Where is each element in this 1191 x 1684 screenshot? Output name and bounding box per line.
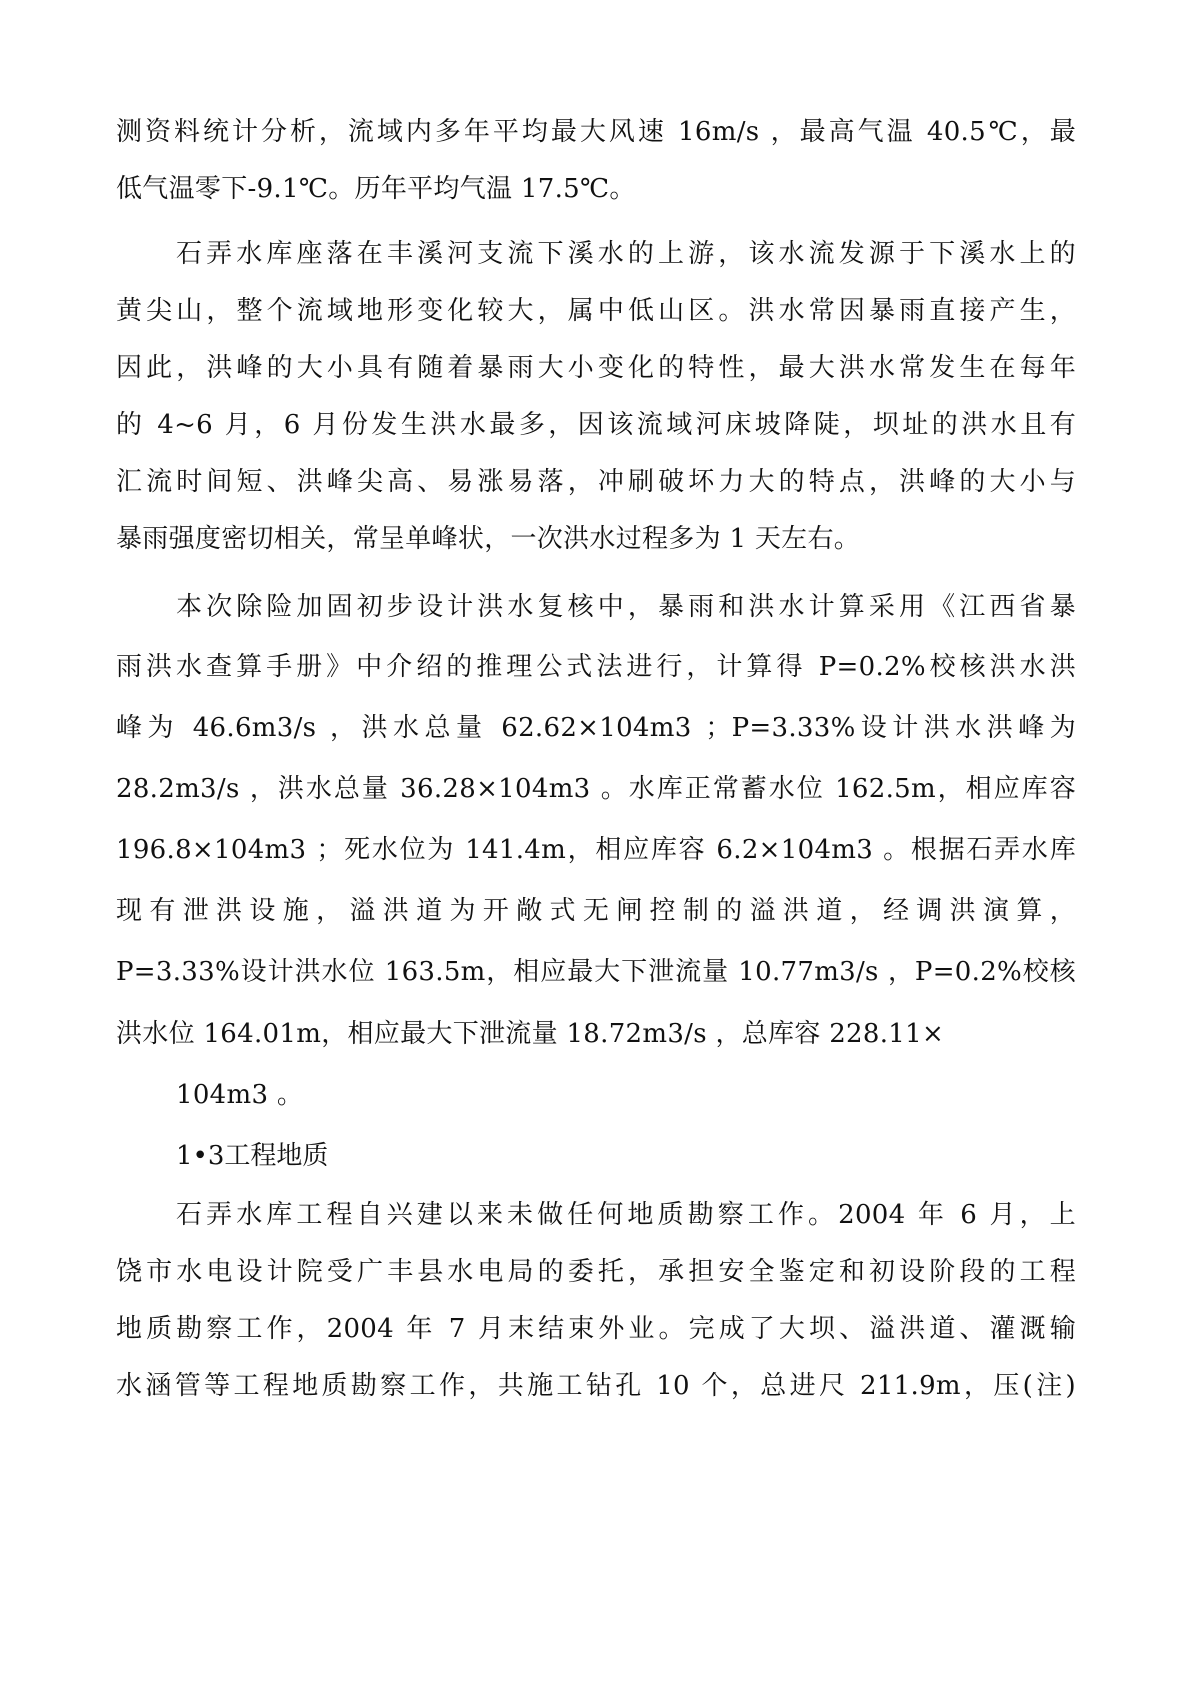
text-line: 水涵管等工程地质勘察工作，共施工钻孔 10 个，总进尺 211.9m，压(注) xyxy=(116,1371,1076,1401)
text-line: 测资料统计分析，流域内多年平均最大风速 16m/s ，最高气温 40.5℃，最 xyxy=(116,117,1076,147)
text-line: 峰为 46.6m3/s ，洪水总量 62.62×104m3 ；P=3.33%设计洪水洪峰为 xyxy=(116,713,1076,743)
text-line: 石弄水库座落在丰溪河支流下溪水的上游，该水流发源于下溪水上的 xyxy=(176,239,1076,269)
text-line: 的 4~6 月，6 月份发生洪水最多，因该流域河床坡降陡，坝址的洪水且有 xyxy=(116,410,1076,440)
text-line: P=3.33%设计洪水位 163.5m，相应最大下泄流量 10.77m3/s ，P=0.2%校核 xyxy=(116,957,1076,987)
text-line: 本次除险加固初步设计洪水复核中，暴雨和洪水计算采用《江西省暴 xyxy=(176,592,1076,622)
text-line: 雨洪水查算手册》中介绍的推理公式法进行，计算得 P=0.2%校核洪水洪 xyxy=(116,652,1076,682)
text-line: 石弄水库工程自兴建以来未做任何地质勘察工作。2004 年 6 月，上 xyxy=(176,1200,1076,1230)
section-heading: 1•3工程地质 xyxy=(176,1141,329,1171)
text-line: 现有泄洪设施，溢洪道为开敞式无闸控制的溢洪道，经调洪演算， xyxy=(116,896,1076,926)
text-line: 暴雨强度密切相关，常呈单峰状，一次洪水过程多为 1 天左右。 xyxy=(116,524,861,554)
text-line: 地质勘察工作，2004 年 7 月末结束外业。完成了大坝、溢洪道、灌溉输 xyxy=(116,1314,1076,1344)
text-line: 28.2m3/s ，洪水总量 36.28×104m3 。水库正常蓄水位 162.5m，相应库容 xyxy=(116,774,1076,804)
text-line: 汇流时间短、洪峰尖高、易涨易落，冲刷破坏力大的特点，洪峰的大小与 xyxy=(116,467,1076,497)
text-line: 104m3 。 xyxy=(176,1080,304,1110)
text-line: 洪水位 164.01m，相应最大下泄流量 18.72m3/s ，总库容 228.11× xyxy=(116,1019,945,1049)
text-line: 196.8×104m3 ；死水位为 141.4m，相应库容 6.2×104m3 。根据石弄水库 xyxy=(116,835,1076,865)
text-line: 黄尖山，整个流域地形变化较大，属中低山区。洪水常因暴雨直接产生， xyxy=(116,296,1076,326)
text-line: 因此，洪峰的大小具有随着暴雨大小变化的特性，最大洪水常发生在每年 xyxy=(116,353,1076,383)
text-line: 低气温零下-9.1℃。历年平均气温 17.5℃。 xyxy=(116,174,636,204)
text-line: 饶市水电设计院受广丰县水电局的委托，承担安全鉴定和初设阶段的工程 xyxy=(116,1257,1076,1287)
